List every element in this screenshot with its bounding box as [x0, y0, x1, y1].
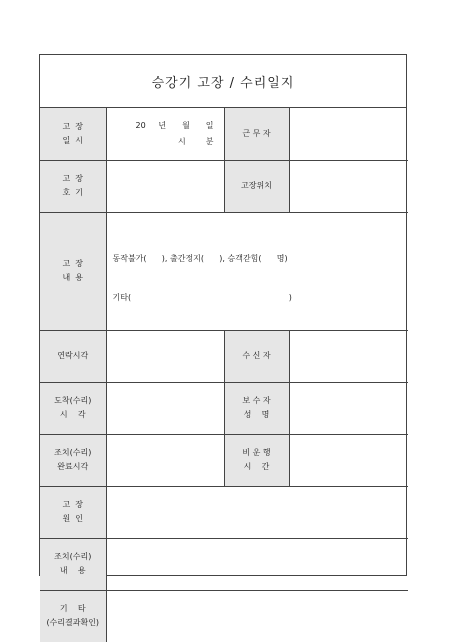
completion-time-label: 조치(수리) 완료시각: [40, 434, 106, 486]
fault-content-other: 기타( ): [112, 292, 292, 302]
out-of-service-field[interactable]: [289, 434, 408, 486]
maintainer-field[interactable]: [289, 382, 408, 434]
table-row: [40, 382, 408, 434]
date-month: 월: [182, 121, 190, 130]
date-year: 20 년: [135, 121, 167, 130]
date-minute: 분: [205, 137, 214, 146]
action-content-label: 조치(수리) 내 용: [40, 538, 106, 590]
fault-unit-field[interactable]: [106, 160, 224, 212]
other-label: 기 타 (수리결과확인): [40, 590, 106, 642]
log-table: [40, 108, 408, 642]
form-title: 승강기 고장 / 수리일지: [40, 55, 406, 108]
fault-cause-field[interactable]: [106, 486, 408, 538]
repair-log-form: [39, 54, 407, 628]
receiver-label: 수 신 자: [224, 330, 289, 382]
table-row: [40, 160, 408, 212]
fault-time-label: 고 장 일 시: [40, 108, 106, 160]
receiver-field[interactable]: [289, 330, 408, 382]
action-content-field[interactable]: [106, 538, 408, 590]
arrival-time-field[interactable]: [106, 382, 224, 434]
fault-location-field[interactable]: [289, 160, 408, 212]
table-row: [40, 330, 408, 382]
fault-content-options: 동작불가( ), 출간정지( ), 승객갇힘( 명): [112, 253, 288, 263]
worker-label: 근 무 자: [224, 108, 289, 160]
completion-time-field[interactable]: [106, 434, 224, 486]
contact-time-field[interactable]: [106, 330, 224, 382]
table-row: [40, 590, 408, 642]
table-row: [40, 108, 408, 160]
out-of-service-label: 비 운 행 시 간: [224, 434, 289, 486]
contact-time-label: 연락시각: [40, 330, 106, 382]
fault-content-label: 고 장 내 용: [40, 212, 106, 330]
table-row: [40, 486, 408, 538]
fault-content-field[interactable]: [106, 212, 408, 330]
fault-time-field[interactable]: [106, 108, 224, 160]
fault-location-label: 고장위치: [224, 160, 289, 212]
arrival-time-label: 도착(수리) 시 각: [40, 382, 106, 434]
date-day: 일: [205, 121, 214, 130]
fault-cause-label: 고 장 원 인: [40, 486, 106, 538]
worker-field[interactable]: [289, 108, 408, 160]
fault-unit-label: 고 장 호 기: [40, 160, 106, 212]
date-hour: 시: [178, 137, 186, 146]
table-row: [40, 212, 408, 330]
maintainer-label: 보 수 자 성 명: [224, 382, 289, 434]
table-row: [40, 538, 408, 590]
other-field[interactable]: [106, 590, 408, 642]
table-row: [40, 434, 408, 486]
